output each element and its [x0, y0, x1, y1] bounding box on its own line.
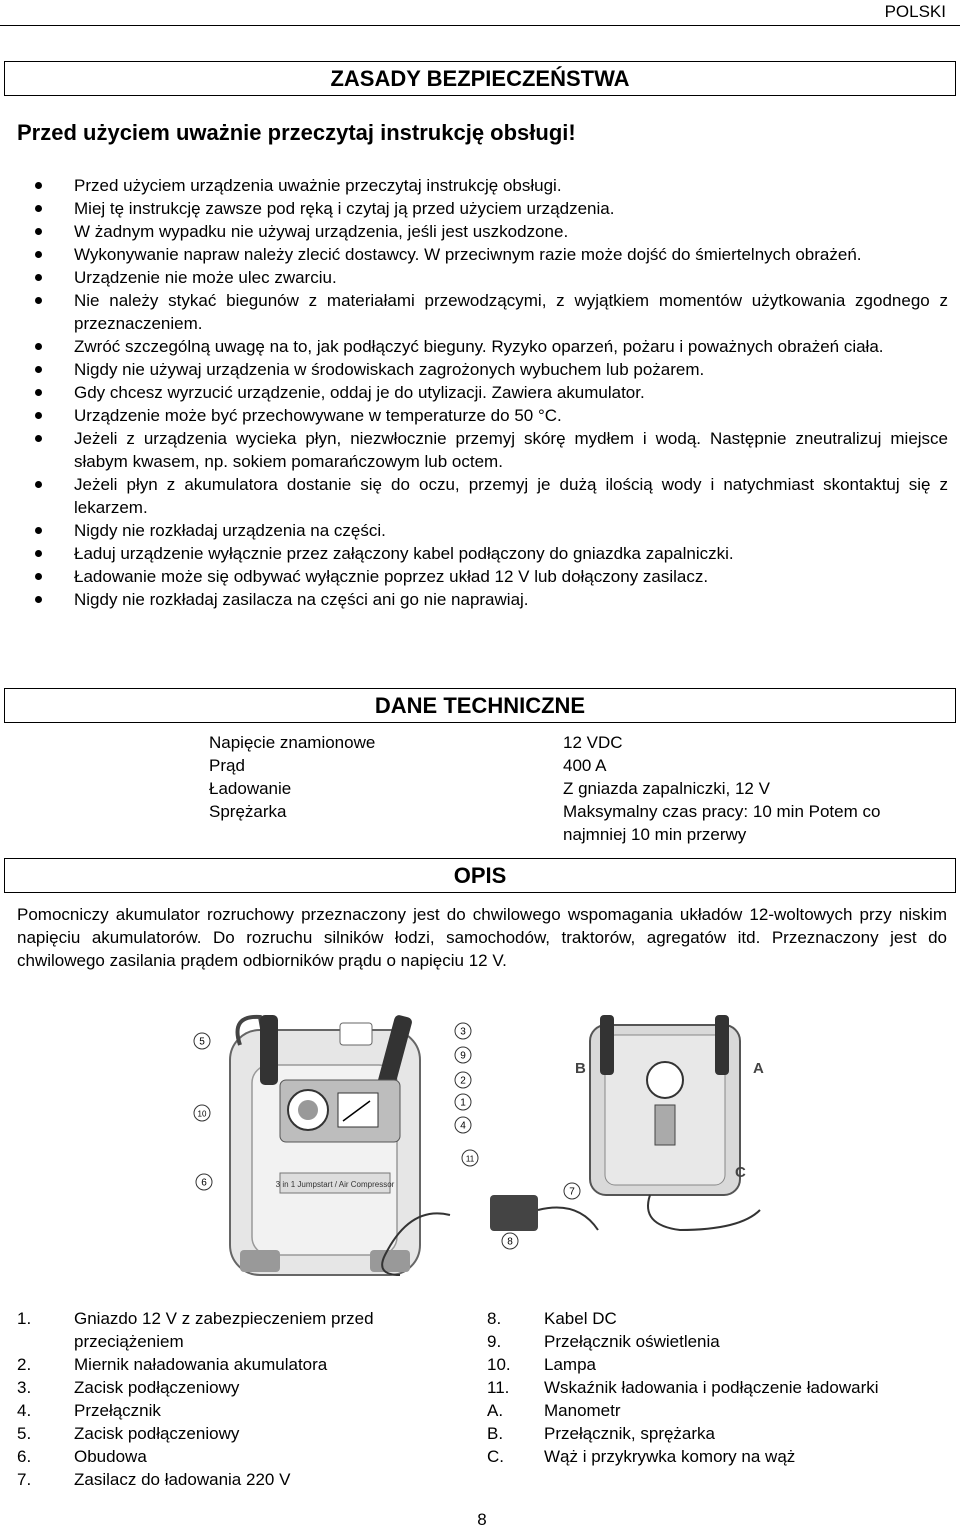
part-item	[487, 1307, 947, 1330]
part-number: C.	[487, 1447, 504, 1466]
svg-text:3 in 1 Jumpstart / Air Compres: 3 in 1 Jumpstart / Air Compressor	[275, 1180, 395, 1189]
safety-bullet	[17, 588, 948, 611]
safety-list	[17, 174, 948, 611]
jumpstarter-device-image	[230, 1014, 420, 1275]
callout-7	[564, 1183, 580, 1199]
safety-bullet	[17, 335, 948, 358]
part-item	[487, 1422, 947, 1445]
safety-bullet-text: Zwróć szczególną uwagę na to, jak podłączyć bieguny. Ryzyko oparzeń, pożaru i poważnych obrażeń ciała.	[74, 337, 884, 356]
opis-title-box	[4, 858, 956, 893]
part-label: Przełącznik, sprężarka	[544, 1424, 716, 1443]
figure-letter-A: A	[753, 1060, 764, 1077]
safety-bullet	[17, 381, 948, 404]
part-item	[17, 1307, 437, 1353]
part-item	[487, 1353, 947, 1376]
part-number: 11.	[487, 1378, 510, 1397]
part-label: Miernik naładowania akumulatora	[74, 1355, 328, 1374]
parts-list-left	[17, 1307, 437, 1491]
safety-bullet	[17, 404, 948, 427]
tech-title: DANE TECHNICZNE	[374, 693, 586, 718]
safety-bullet-text: Jeżeli z urządzenia wycieka płyn, niezwłocznie przemyj skórę mydłem i wodą. Następnie zneutralizuj miejsce słabym kwasem, np. sokiem pomarańczowym lub octem.	[74, 429, 948, 471]
callout-4	[455, 1117, 471, 1133]
bullet-dot-icon	[35, 573, 42, 580]
bullet-dot-icon	[35, 228, 42, 235]
bullet-dot-icon	[35, 435, 42, 442]
part-item	[17, 1353, 437, 1376]
tech-label: Sprężarka	[209, 802, 287, 821]
tech-value: 400 A	[563, 756, 607, 775]
tech-label: Prąd	[209, 756, 245, 775]
safety-bullet-text: Nigdy nie używaj urządzenia w środowiskach zagrożonych wybuchem lub pożarem.	[74, 360, 705, 379]
callout-1	[455, 1094, 471, 1110]
svg-text:9: 9	[460, 1050, 466, 1062]
part-number: B.	[487, 1424, 504, 1443]
part-number: 2.	[17, 1355, 32, 1374]
bullet-dot-icon	[35, 550, 42, 557]
safety-bullet	[17, 266, 948, 289]
part-label: Zacisk podłączeniowy	[74, 1424, 240, 1443]
tech-label: Ładowanie	[209, 779, 292, 798]
safety-bullet-text: Gdy chcesz wyrzucić urządzenie, oddaj je do utylizacji. Zawiera akumulator.	[74, 383, 645, 402]
safety-title: ZASADY BEZPIECZEŃSTWA	[330, 66, 630, 91]
tech-table	[209, 731, 949, 846]
header-rule	[0, 25, 960, 26]
part-number: 4.	[17, 1401, 32, 1420]
safety-bullet-text: Nie należy stykać biegunów z materiałami przewodzącymi, z wyjątkiem momentów użytkowania zgodnego z przeznaczeniem.	[74, 291, 948, 333]
tech-row	[209, 800, 949, 846]
bullet-dot-icon	[35, 251, 42, 258]
svg-text:11: 11	[465, 1154, 475, 1164]
svg-text:5: 5	[199, 1036, 205, 1048]
safety-subtitle: Przed użyciem uważnie przeczytaj instrukcję obsługi!	[17, 120, 576, 145]
bullet-dot-icon	[35, 481, 42, 488]
part-number: 1.	[17, 1309, 32, 1328]
part-item	[487, 1376, 947, 1399]
product-figure	[180, 1005, 800, 1280]
bullet-dot-icon	[35, 596, 42, 603]
part-label: Gniazdo 12 V z zabezpieczeniem przed przeciążeniem	[74, 1309, 374, 1351]
part-number: 9.	[487, 1332, 502, 1351]
safety-bullet	[17, 542, 948, 565]
safety-bullet	[17, 427, 948, 473]
svg-text:1: 1	[460, 1097, 466, 1109]
tech-row	[209, 777, 949, 800]
part-label: Zacisk podłączeniowy	[74, 1378, 240, 1397]
safety-bullet	[17, 473, 948, 519]
part-label: Przełącznik oświetlenia	[544, 1332, 720, 1351]
safety-bullet	[17, 174, 948, 197]
safety-bullet-text: Przed użyciem urządzenia uważnie przeczytaj instrukcję obsługi.	[74, 176, 562, 195]
part-label: Zasilacz do ładowania 220 V	[74, 1470, 291, 1489]
callout-5	[194, 1033, 210, 1049]
callout-11	[462, 1150, 478, 1166]
safety-bullet-text: W żadnym wypadku nie używaj urządzenia, jeśli jest uszkodzone.	[74, 222, 569, 241]
bullet-dot-icon	[35, 412, 42, 419]
header-language: POLSKI	[884, 2, 946, 21]
bullet-dot-icon	[35, 366, 42, 373]
svg-text:8: 8	[507, 1236, 513, 1248]
tech-value: Maksymalny czas pracy: 10 min Potem co najmniej 10 min przerwy	[563, 802, 881, 844]
part-item	[487, 1330, 947, 1353]
callout-2	[455, 1072, 471, 1088]
part-label: Manometr	[544, 1401, 621, 1420]
part-number: A.	[487, 1401, 504, 1420]
svg-text:2: 2	[460, 1075, 466, 1087]
svg-text:3: 3	[460, 1026, 466, 1038]
tech-row	[209, 731, 949, 754]
bullet-dot-icon	[35, 343, 42, 350]
callout-10	[194, 1105, 210, 1121]
part-item	[487, 1445, 947, 1468]
bullet-dot-icon	[35, 297, 42, 304]
svg-text:6: 6	[201, 1177, 207, 1189]
part-label: Przełącznik	[74, 1401, 161, 1420]
tech-value: 12 VDC	[563, 733, 623, 752]
bullet-dot-icon	[35, 389, 42, 396]
part-item	[17, 1376, 437, 1399]
safety-bullet-text: Ładowanie może się odbywać wyłącznie poprzez układ 12 V lub dołączony zasilacz.	[74, 567, 709, 586]
safety-bullet-text: Urządzenie nie może ulec zwarciu.	[74, 268, 337, 287]
safety-bullet-text: Wykonywanie napraw należy zlecić dostawcy. W przeciwnym razie może dojść do śmiertelnych obrażeń.	[74, 245, 862, 264]
tech-title-box	[4, 688, 956, 723]
part-label: Kabel DC	[544, 1309, 617, 1328]
callout-6	[196, 1174, 212, 1190]
part-label: Lampa	[544, 1355, 596, 1374]
callout-8	[502, 1233, 518, 1249]
safety-bullet	[17, 565, 948, 588]
safety-bullet-text: Nigdy nie rozkładaj zasilacza na części ani go nie naprawiaj.	[74, 590, 529, 609]
part-number: 6.	[17, 1447, 32, 1466]
callout-9	[455, 1047, 471, 1063]
bullet-dot-icon	[35, 274, 42, 281]
safety-bullet-text: Urządzenie może być przechowywane w temperaturze do 50 °C.	[74, 406, 562, 425]
safety-bullet	[17, 197, 948, 220]
svg-text:4: 4	[460, 1120, 466, 1132]
part-item	[17, 1468, 437, 1491]
tech-value: Z gniazda zapalniczki, 12 V	[563, 779, 770, 798]
safety-bullet	[17, 519, 948, 542]
safety-bullet-text: Miej tę instrukcję zawsze pod ręką i czytaj ją przed użyciem urządzenia.	[74, 199, 615, 218]
safety-bullet	[17, 289, 948, 335]
part-number: 7.	[17, 1470, 32, 1489]
svg-text:10: 10	[197, 1109, 207, 1119]
part-item	[487, 1399, 947, 1422]
parts-list-right	[487, 1307, 947, 1468]
part-number: 5.	[17, 1424, 32, 1443]
tech-row	[209, 754, 949, 777]
safety-bullet	[17, 358, 948, 381]
safety-title-box	[4, 61, 956, 96]
bullet-dot-icon	[35, 205, 42, 212]
opis-text: Pomocniczy akumulator rozruchowy przeznaczony jest do chwilowego wspomagania układów 12-woltowych przy niskim napięciu akumulatorów. Do rozruchu silników łodzi, samochodów, traktorów, agregatów itd. Przeznaczony jest do chwilowego zasilania prądem odbiorników prądu o napięciu 12 V.	[17, 905, 947, 970]
bullet-dot-icon	[35, 182, 42, 189]
callout-3	[455, 1023, 471, 1039]
safety-bullet-text: Ładuj urządzenie wyłącznie przez załączony kabel podłączony do gniazdka zapalniczki.	[74, 544, 734, 563]
part-item	[17, 1399, 437, 1422]
safety-bullet-text: Jeżeli płyn z akumulatora dostanie się do oczu, przemyj je dużą ilością wody i natychmiast skontaktuj się z lekarzem.	[74, 475, 948, 517]
figure-letter-C: C	[735, 1164, 746, 1181]
svg-text:7: 7	[569, 1186, 575, 1198]
safety-bullet	[17, 243, 948, 266]
tech-label: Napięcie znamionowe	[209, 733, 376, 752]
compressor-device-image	[590, 1015, 760, 1230]
opis-title: OPIS	[453, 863, 507, 888]
part-item	[17, 1445, 437, 1468]
safety-bullet-text: Nigdy nie rozkładaj urządzenia na części.	[74, 521, 386, 540]
part-label: Obudowa	[74, 1447, 147, 1466]
page-number: 8	[477, 1510, 487, 1529]
part-item	[17, 1422, 437, 1445]
part-number: 8.	[487, 1309, 502, 1328]
bullet-dot-icon	[35, 527, 42, 534]
safety-bullet	[17, 220, 948, 243]
figure-letter-B: B	[575, 1060, 586, 1077]
part-number: 3.	[17, 1378, 32, 1397]
part-label: Wskaźnik ładowania i podłączenie ładowarki	[544, 1378, 879, 1397]
part-label: Wąż i przykrywka komory na wąż	[544, 1447, 796, 1466]
part-number: 10.	[487, 1355, 511, 1374]
